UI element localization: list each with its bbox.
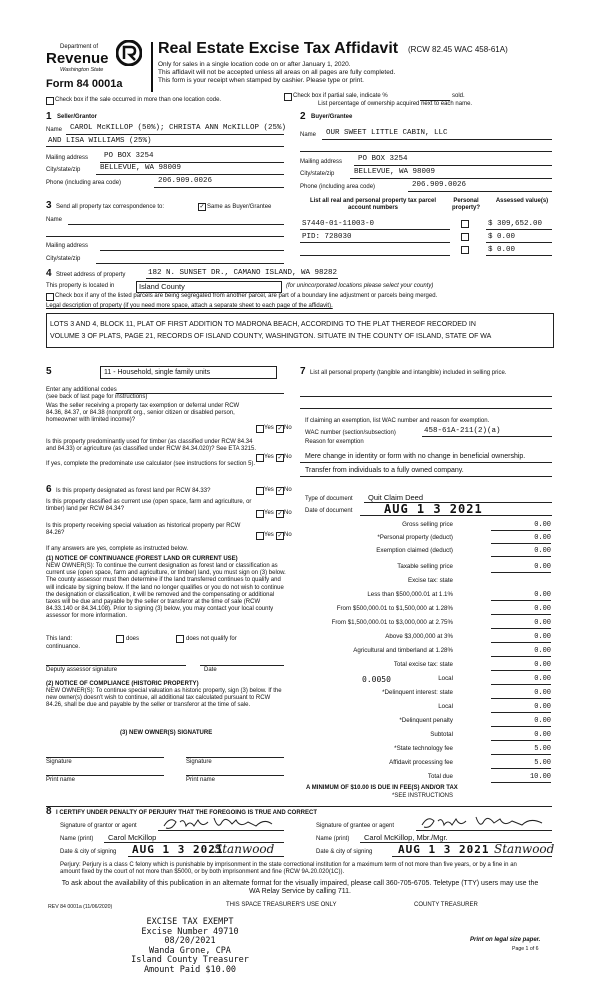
section-5-number: 5 bbox=[46, 366, 52, 377]
gross-label: Gross selling price bbox=[402, 521, 453, 528]
partial-sale-checkbox[interactable] bbox=[284, 93, 292, 101]
doc-date-underline bbox=[360, 515, 552, 516]
historic-no-label: No bbox=[284, 532, 292, 538]
q1-no-checkbox[interactable]: ✓ bbox=[277, 426, 283, 432]
local-value[interactable]: 0.00 bbox=[491, 674, 551, 685]
located-note: (for unincorporated locations please select your county) bbox=[286, 283, 434, 289]
buyer-name-label: Name bbox=[300, 132, 317, 138]
excise-state-label: Excise tax: state bbox=[407, 577, 453, 584]
county-treasurer: COUNTY TREASURER bbox=[414, 902, 478, 908]
q2-yes-label: Yes bbox=[264, 454, 274, 460]
seller-phone[interactable]: 206.909.0026 bbox=[158, 177, 213, 185]
local-label: Local bbox=[438, 675, 453, 682]
new-owner-sig-heading: (3) NEW OWNER(S) SIGNATURE bbox=[120, 730, 213, 736]
grantee-date-label: Date & city of signing bbox=[316, 849, 373, 855]
doc-date-label: Date of document bbox=[305, 508, 353, 514]
seller-phone-label: Phone (including area code) bbox=[46, 180, 122, 186]
calc-exemption bbox=[300, 546, 551, 556]
agri-label: Agricultural and timberland at 1.28% bbox=[353, 647, 453, 654]
correspondence-line2 bbox=[46, 236, 284, 237]
segregated-label: Check box if any of the listed parcels are being segregated from another parcel, are part of a boundary line adjustment or parcels being merged. bbox=[55, 293, 438, 299]
parcel-2-value-underline bbox=[486, 242, 552, 243]
tier4-label: Above $3,000,000 at 3% bbox=[385, 633, 453, 640]
notice2-heading: (2) NOTICE OF COMPLIANCE (HISTORIC PROPERTY) bbox=[46, 681, 199, 687]
calc-tier4 bbox=[300, 632, 551, 642]
calc-tier3 bbox=[300, 618, 551, 628]
continuance-label: continuance. bbox=[46, 644, 81, 650]
current-use-yes-label: Yes bbox=[264, 510, 274, 516]
parcel-1-personal-checkbox[interactable] bbox=[461, 220, 469, 228]
correspondence-city-line[interactable] bbox=[96, 263, 284, 264]
seller-city-label: City/state/zip bbox=[46, 167, 81, 173]
delinq-state-value[interactable]: 0.00 bbox=[491, 688, 551, 699]
calc-affidavit-fee bbox=[300, 758, 551, 768]
calc-tech-fee bbox=[300, 744, 551, 754]
exemption-reason-label: Reason for exemption bbox=[305, 439, 364, 445]
owner1-sig-label: Signature bbox=[46, 759, 72, 765]
forest-yes-checkbox[interactable] bbox=[256, 487, 264, 495]
stamp-line-1: EXCISE TAX EXEMPT bbox=[146, 917, 234, 927]
parcel-2-underline bbox=[300, 242, 450, 243]
header-divider bbox=[151, 42, 153, 92]
owner2-sig-label: Signature bbox=[186, 759, 212, 765]
calc-total-state bbox=[300, 660, 551, 670]
parcel-2-acct[interactable]: PID: 728030 bbox=[302, 233, 352, 241]
current-use-no-label: No bbox=[284, 510, 292, 516]
forest-no-checkbox[interactable]: ✓ bbox=[277, 488, 283, 494]
legal-desc-line1: LOTS 3 AND 4, BLOCK 11, PLAT OF FIRST ADDITION TO MADRONA BEACH, ACCORDING TO THE PLAT THEREOF RECORDED IN bbox=[50, 321, 476, 328]
grantor-date-line bbox=[128, 856, 284, 857]
exemption-deduct-value[interactable]: 0.00 bbox=[491, 546, 551, 557]
parcel-1-value-underline bbox=[486, 229, 552, 230]
does-label: does bbox=[126, 636, 140, 642]
tier4-value[interactable]: 0.00 bbox=[491, 632, 551, 643]
buyer-mail[interactable]: PO BOX 3254 bbox=[358, 155, 408, 163]
delinq-local-label: Local bbox=[438, 703, 453, 710]
subtotal-value[interactable]: 0.00 bbox=[491, 730, 551, 741]
deputy-date-label: Date bbox=[204, 667, 217, 673]
subtitle-1: Only for sales in a single location code on or after January 1, 2020. bbox=[158, 61, 351, 68]
does-checkbox[interactable] bbox=[116, 635, 124, 643]
form-number: Form 84 0001a bbox=[46, 78, 123, 90]
certify-statement: I CERTIFY UNDER PENALTY OF PERJURY THAT THE FOREGOING IS TRUE AND CORRECT bbox=[56, 810, 318, 816]
q1-no-label: No bbox=[284, 425, 292, 431]
treasurer-use-only: THIS SPACE TREASURER'S USE ONLY bbox=[226, 902, 337, 908]
deputy-label: Deputy assessor signature bbox=[46, 667, 118, 673]
calc-gross bbox=[300, 520, 551, 530]
buyer-heading: Buyer/Grantee bbox=[311, 114, 353, 120]
rev-number: REV 84 0001a (11/06/2020) bbox=[48, 904, 113, 910]
does-not-checkbox[interactable] bbox=[176, 635, 184, 643]
tier1-value[interactable]: 0.00 bbox=[491, 590, 551, 601]
seller-name2-underline bbox=[46, 146, 284, 147]
calc-delinq-local bbox=[300, 702, 551, 712]
owner1-print-line[interactable] bbox=[46, 775, 164, 776]
correspondence-mail-label: Mailing address bbox=[46, 243, 89, 249]
subtotal-label: Subtotal bbox=[430, 731, 453, 738]
parcel-3-value-underline bbox=[486, 255, 552, 256]
street-underline bbox=[146, 278, 338, 279]
seller-name-underline bbox=[66, 134, 284, 135]
owner2-print-label: Print name bbox=[186, 777, 216, 783]
tier3-label: From $1,500,000.01 to $3,000,000 at 2.75% bbox=[331, 619, 453, 626]
parcel-3-personal-checkbox[interactable] bbox=[461, 246, 469, 254]
county-select[interactable]: Island County bbox=[136, 281, 282, 293]
rcw-reference: (RCW 82.45 WAC 458-61A) bbox=[408, 45, 508, 54]
forest-no-label: No bbox=[284, 487, 292, 493]
seller-mail-label: Mailing address bbox=[46, 155, 89, 161]
tech-fee-value[interactable]: 5.00 bbox=[491, 744, 551, 755]
historic-no-checkbox[interactable]: ✓ bbox=[277, 533, 283, 539]
legal-desc-label: Legal description of property (if you need more space, attach a separate sheet to each page of the affidavit). bbox=[46, 303, 333, 309]
minimum-due-note: A MINIMUM OF $10.00 IS DUE IN FEE(S) AND/OR TAX bbox=[306, 785, 458, 791]
owner1-print-label: Print name bbox=[46, 777, 76, 783]
revenue-logo-icon bbox=[116, 40, 142, 66]
tier2-value[interactable]: 0.00 bbox=[491, 604, 551, 615]
q2-no-label: No bbox=[284, 454, 292, 460]
personal-deduct-label: *Personal property (deduct) bbox=[377, 534, 453, 541]
tier2-label: From $500,000.01 to $1,500,000 at 1.28% bbox=[336, 605, 453, 612]
street-label: Street address of property bbox=[56, 272, 126, 278]
section-8-number: 8 bbox=[46, 806, 52, 817]
legal-desc-box[interactable] bbox=[46, 313, 554, 348]
grantor-sig-line bbox=[158, 830, 284, 831]
grantee-sig-line bbox=[416, 830, 552, 831]
buyer-city[interactable]: BELLEVUE, WA 98009 bbox=[354, 168, 436, 176]
affidavit-fee-label: Affidavit processing fee bbox=[389, 759, 453, 766]
parcel-1-value[interactable]: $ 309,652.00 bbox=[488, 220, 543, 228]
multi-location-label: Check box if the sale occurred in more than one location code. bbox=[55, 97, 222, 103]
current-use-no-checkbox[interactable]: ✓ bbox=[277, 511, 283, 517]
total-due-value[interactable]: 10.00 bbox=[491, 772, 551, 783]
stamp-line-3: 08/20/2021 bbox=[164, 936, 216, 946]
local-rate: 0.0050 bbox=[362, 675, 391, 684]
parcel-2-value[interactable]: $ 0.00 bbox=[488, 233, 516, 241]
q2-yes-checkbox[interactable] bbox=[256, 454, 264, 462]
calc-total-due bbox=[300, 772, 551, 782]
grantor-city[interactable]: Stanwood bbox=[214, 842, 275, 856]
grantor-date[interactable]: AUG 1 3 2021 bbox=[132, 843, 224, 856]
see-back-note: (see back of last page for instructions) bbox=[46, 394, 148, 400]
buyer-phone[interactable]: 206.909.0026 bbox=[412, 181, 467, 189]
section8-divider bbox=[46, 806, 552, 807]
parcel-col-header: List all real and personal property tax parcel account numbers bbox=[309, 198, 437, 212]
buyer-phone-label: Phone (including area code) bbox=[300, 184, 376, 190]
stamp-line-2: Excise Number 49710 bbox=[141, 926, 239, 937]
stamp-line-6: Amount Paid $10.00 bbox=[143, 964, 237, 975]
form-title: Real Estate Excise Tax Affidavit bbox=[158, 40, 399, 57]
street-address[interactable]: 182 N. SUNSET DR., CAMANO ISLAND, WA 98282 bbox=[148, 269, 338, 277]
subtitle-3: This form is your receipt when stamped by cashier. Please type or print. bbox=[158, 77, 364, 84]
land-use-select[interactable]: 11 - Household, single family units bbox=[100, 366, 277, 379]
doc-type-label: Type of document bbox=[305, 496, 353, 502]
owner2-signature-line[interactable] bbox=[186, 757, 284, 758]
buyer-city-underline bbox=[350, 178, 552, 179]
calc-agri bbox=[300, 646, 551, 656]
seller-city[interactable]: BELLEVUE, WA 98009 bbox=[100, 164, 182, 172]
does-not-label: does not qualify for bbox=[186, 636, 237, 642]
calc-taxable bbox=[300, 562, 551, 572]
section-4-number: 4 bbox=[46, 268, 52, 279]
penalty-value[interactable]: 0.00 bbox=[491, 716, 551, 727]
tech-fee-label: *State technology fee bbox=[394, 745, 453, 752]
grantee-name-label: Name (print) bbox=[316, 836, 350, 842]
section6-note: If any answers are yes, complete as instructed below. bbox=[46, 546, 189, 552]
grantee-name[interactable]: Carol McKillop, Mbr./Mgr. bbox=[364, 833, 448, 842]
section-6-number: 6 bbox=[46, 484, 52, 495]
taxable-label: Taxable selling price bbox=[397, 563, 453, 570]
section5-q1: Was the seller receiving a property tax exemption or deferral under RCW 84.36, 84.37, or 84.38 (nonprofit org., senior citizen or disabled person, homeowner with limited income)? bbox=[46, 403, 240, 424]
exemption-reason-1[interactable]: Mere change in identity or form with no change in beneficial ownership. bbox=[305, 453, 526, 460]
alt-format-notice: To ask about the availability of this publication in an alternate format for the visually impaired, please call 360-705-6705. Teletype (TTY) users may use the WA Relay Service by calling 711. bbox=[61, 880, 539, 896]
buyer-name2-underline bbox=[300, 151, 552, 152]
grantee-city[interactable]: Stanwood bbox=[494, 842, 555, 856]
parcel-1-underline bbox=[300, 229, 450, 230]
seller-city-underline bbox=[96, 174, 284, 175]
seller-mail[interactable]: PO BOX 3254 bbox=[104, 152, 154, 160]
located-label: This property is located in bbox=[46, 283, 115, 289]
calc-delinq-state bbox=[300, 688, 551, 698]
penalty-label: *Delinquent penalty bbox=[399, 717, 453, 724]
section6-q1: Is this property designated as forest land per RCW 84.33? bbox=[56, 488, 211, 494]
exemption-deduct-label: Exemption claimed (deduct) bbox=[376, 547, 453, 554]
wac-label: WAC number (section/subsection) bbox=[305, 430, 396, 436]
correspondence-name-line[interactable] bbox=[68, 224, 284, 225]
grantor-name-label: Name (print) bbox=[60, 836, 94, 842]
tier3-value[interactable]: 0.00 bbox=[491, 618, 551, 629]
calc-local bbox=[300, 674, 551, 684]
stamp-line-4: Wanda Grone, CPA bbox=[149, 945, 231, 956]
grantor-sig-label: Signature of grantor or agent bbox=[60, 823, 137, 829]
buyer-name-underline bbox=[322, 139, 552, 140]
calc-personal bbox=[300, 533, 551, 543]
delinq-local-value[interactable]: 0.00 bbox=[491, 702, 551, 713]
buyer-mail-underline bbox=[354, 165, 552, 166]
q1-yes-checkbox[interactable] bbox=[256, 425, 264, 433]
deputy-signature-line[interactable] bbox=[46, 665, 186, 666]
correspondence-mail-line[interactable] bbox=[100, 250, 284, 251]
calc-tier1 bbox=[300, 590, 551, 600]
taxable-value[interactable]: 0.00 bbox=[491, 562, 551, 573]
delinq-state-label: *Delinquent interest: state bbox=[382, 689, 453, 696]
correspondence-name-label: Name bbox=[46, 217, 63, 223]
section-7-number: 7 bbox=[300, 366, 306, 377]
forest-yes-label: Yes bbox=[264, 487, 274, 493]
buyer-name[interactable]: OUR SWEET LITTLE CABIN, LLC bbox=[326, 129, 448, 137]
exemption-reason-2[interactable]: Transfer from individuals to a fully owned company. bbox=[305, 467, 464, 474]
reason1-underline bbox=[300, 462, 552, 463]
owner2-print-line[interactable] bbox=[186, 775, 284, 776]
buyer-mail-label: Mailing address bbox=[300, 159, 343, 165]
total-due-label: Total due bbox=[427, 773, 453, 780]
section6-q2: Is this property classified as current use (open space, farm and agriculture, or timber) land per RCW 84.34? bbox=[46, 499, 252, 513]
personal-col-header: Personal property? bbox=[451, 198, 480, 212]
doc-date-stamp[interactable]: AUG 1 3 2021 bbox=[384, 502, 483, 516]
multi-location-checkbox[interactable] bbox=[46, 97, 54, 105]
calc-excise-state bbox=[300, 576, 551, 586]
additional-codes-label: Enter any additional codes bbox=[46, 387, 117, 393]
page-number: Page 1 of 6 bbox=[512, 946, 539, 952]
calc-penalty bbox=[300, 716, 551, 726]
grantor-name[interactable]: Carol McKillop bbox=[108, 833, 157, 842]
legal-size-note: Print on legal size paper. bbox=[470, 937, 541, 943]
partial-sale-label: Check box if partial sale, indicate % bbox=[293, 93, 388, 99]
exemption-instruction: If claiming an exemption, list WAC number and reason for exemption. bbox=[305, 418, 490, 424]
seller-phone-underline bbox=[154, 187, 284, 188]
grantor-signature[interactable] bbox=[160, 814, 280, 834]
section-2-number: 2 bbox=[300, 111, 306, 122]
subtitle-2: This affidavit will not be accepted unless all areas on all pages are fully completed. bbox=[158, 69, 396, 76]
assessed-col-header: Assessed value(s) bbox=[495, 198, 549, 204]
section5-q2: Is this property predominantly used for timber (as classified under RCW 84.34 and 84.33) or agriculture (as classified under RCW 84.34.020)? See ETA 3215. bbox=[46, 439, 257, 453]
personal-property-line1[interactable] bbox=[300, 396, 552, 397]
parcel-3-value[interactable]: $ 0.00 bbox=[488, 246, 516, 254]
seller-mail-underline bbox=[100, 162, 284, 163]
deputy-date-line[interactable] bbox=[200, 665, 284, 666]
section-3-number: 3 bbox=[46, 200, 52, 211]
q1-yes-label: Yes bbox=[264, 425, 274, 431]
section6-q3: Is this property receiving special valuation as historical property per RCW 84.26? bbox=[46, 523, 241, 537]
grantee-date-line bbox=[392, 856, 552, 857]
buyer-phone-underline bbox=[408, 191, 552, 192]
current-use-yes-checkbox[interactable] bbox=[256, 510, 264, 518]
segregated-checkbox[interactable] bbox=[46, 293, 54, 301]
seller-heading: Seller/Grantor bbox=[57, 114, 98, 120]
correspondence-label: Send all property tax correspondence to: bbox=[56, 204, 165, 210]
personal-deduct-value[interactable]: 0.00 bbox=[491, 533, 551, 544]
buyer-city-label: City/state/zip bbox=[300, 171, 335, 177]
section5-q2-note: If yes, complete the predominate use calculator (see instructions for section 5). bbox=[46, 461, 256, 467]
parcel-1-acct[interactable]: S7440-01-11003-0 bbox=[302, 220, 375, 228]
personal-property-line2[interactable] bbox=[300, 408, 552, 409]
reason2-underline bbox=[300, 476, 552, 477]
personal-property-label: List all personal property (tangible and intangible) included in selling price. bbox=[310, 370, 507, 376]
legal-desc-line2: VOLUME 3 OF PLATS, PAGE 21, RECORDS OF ISLAND COUNTY, WASHINGTON. SITUATE IN THE COUNTY OF ISLAND, STATE OF WA bbox=[50, 333, 492, 340]
notice1-body: NEW OWNER(S): To continue the current designation as forest land or classification as current use (open space, farm and agriculture, or timber) land, you must sign on (3) below. The county assessor must then determine if the land transferred continues to qualify and will indicate by signing below. If the land no longer qualifies or you do not wish to continue the designation or classification, it will be removed and the compensating or additional taxes will be due and payable by the seller or transferor at the time of sale (RCW 84.33.140 or 84.34.108). Prior to signing (3) below, you may contact your local county assessor for more information. bbox=[46, 563, 286, 620]
wac-underline bbox=[422, 436, 552, 437]
partial-sale-sold: sold. bbox=[452, 93, 465, 99]
tier1-label: Less than $500,000.01 at 1.1% bbox=[367, 591, 453, 598]
section-1-number: 1 bbox=[46, 111, 52, 122]
doc-type[interactable]: Quit Claim Deed bbox=[368, 493, 424, 502]
gross-value[interactable]: 0.00 bbox=[491, 520, 551, 531]
same-as-buyer-checkbox[interactable]: ✓ bbox=[199, 204, 205, 210]
historic-yes-checkbox[interactable] bbox=[256, 532, 264, 540]
this-land-label: This land: bbox=[46, 636, 73, 642]
list-pct-note: List percentage of ownership acquired next to each name. bbox=[318, 101, 473, 107]
notice2-body: NEW OWNER(S): To continue special valuation as historic property, sign (3) below. If the new owner(s) doesn't wish to continue, all additional tax calculated pursuant to RCW 84.26, shall be due and payable by the seller or transferor at the time of sale. bbox=[46, 688, 282, 709]
total-state-label: Total excise tax: state bbox=[393, 661, 453, 668]
stamp-line-5: Island County Treasurer bbox=[131, 955, 249, 965]
grantee-sig-label: Signature of grantee or agent bbox=[316, 823, 395, 829]
perjury-notice: Perjury: Perjury is a class C felony which is punishable by imprisonment in the state correctional institution for a maximum term of not more than five years, or by a fine in an amount fixed by the court of not more than $5000, or by both imprisonment and fine (RCW 9A.20.020(1C)). bbox=[60, 862, 517, 876]
parcel-3-underline bbox=[300, 255, 450, 256]
same-as-buyer-label: Same as Buyer/Grantee bbox=[207, 204, 272, 210]
calc-subtotal bbox=[300, 730, 551, 740]
seller-name-line1[interactable]: CAROL McKILLOP (50%); CHRISTA ANN McKILLOP (25%) bbox=[70, 124, 287, 132]
treasurer-stamp bbox=[110, 918, 270, 975]
parcel-2-personal-checkbox[interactable] bbox=[461, 233, 469, 241]
calc-tier2 bbox=[300, 604, 551, 614]
wac-number[interactable]: 458-61A-211(2)(a) bbox=[424, 427, 501, 435]
grantee-date[interactable]: AUG 1 3 2021 bbox=[398, 843, 490, 856]
dept-state: Washington State bbox=[60, 67, 104, 73]
dept-name: Revenue bbox=[46, 50, 109, 67]
notice1-heading: (1) NOTICE OF CONTINUANCE (FOREST LAND OR CURRENT USE) bbox=[46, 556, 238, 562]
q2-no-checkbox[interactable]: ✓ bbox=[277, 455, 283, 461]
see-instructions: *SEE INSTRUCTIONS bbox=[392, 793, 454, 799]
affidavit-fee-value[interactable]: 5.00 bbox=[491, 758, 551, 769]
historic-yes-label: Yes bbox=[264, 532, 274, 538]
dept-line1: Department of bbox=[60, 44, 99, 50]
seller-name-line2[interactable]: AND LISA WILLIAMS (25%) bbox=[48, 137, 152, 145]
grantor-date-label: Date & city of signing bbox=[60, 849, 117, 855]
owner1-signature-line[interactable] bbox=[46, 757, 164, 758]
agri-value[interactable]: 0.00 bbox=[491, 646, 551, 657]
seller-name-label: Name bbox=[46, 127, 63, 133]
total-state-value[interactable]: 0.00 bbox=[491, 660, 551, 671]
correspondence-city-label: City/state/zip bbox=[46, 256, 81, 262]
